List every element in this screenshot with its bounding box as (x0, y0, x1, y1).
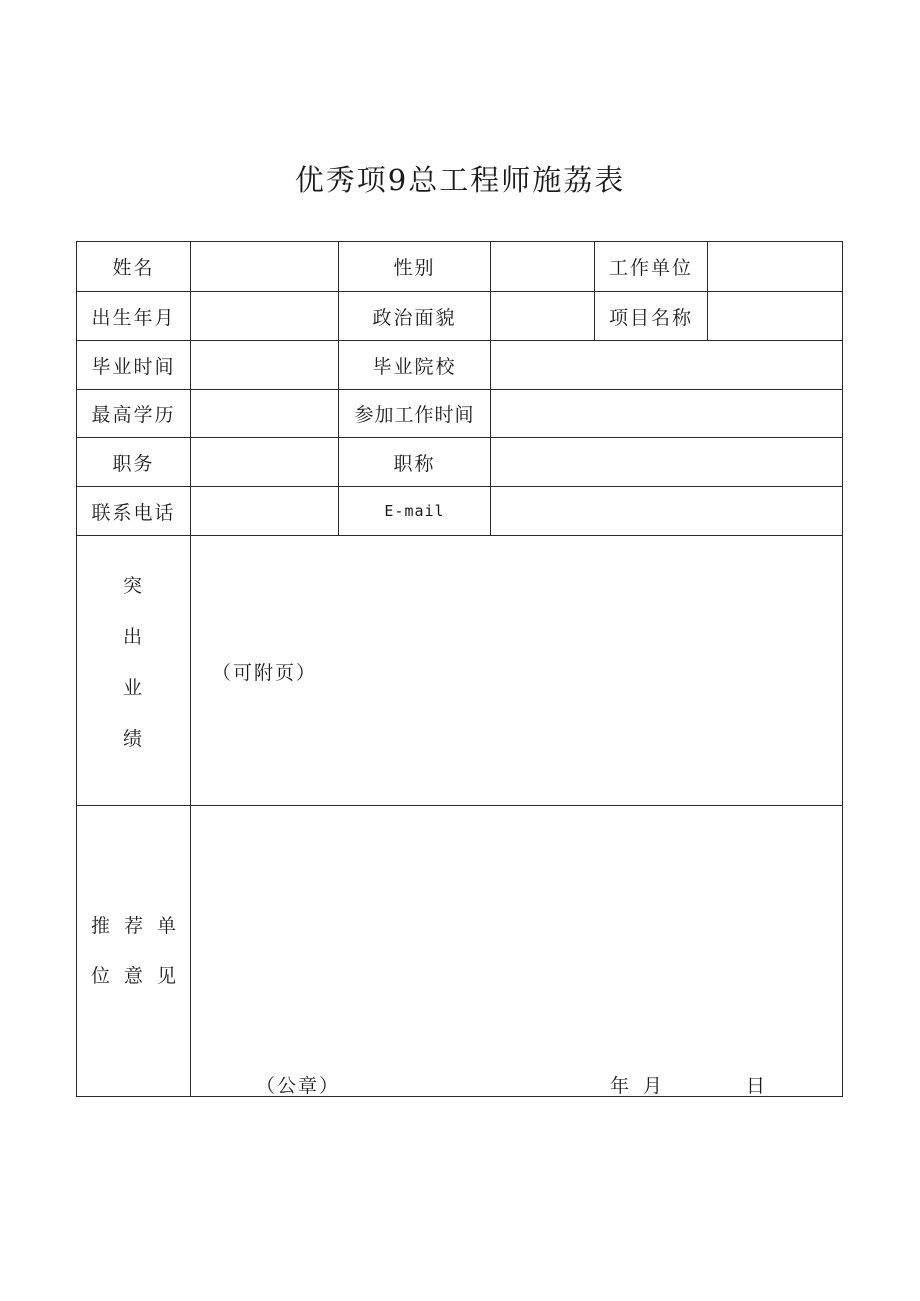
highest-education-field[interactable] (191, 390, 338, 437)
graduation-time-label: 毕业时间 (91, 355, 176, 378)
work-start-time-label: 参加工作时间 (354, 404, 475, 426)
birth-date-field[interactable] (191, 292, 338, 340)
position-field[interactable] (191, 438, 338, 486)
achievements-label-char: 突 (122, 575, 144, 597)
email-label: E-mail (384, 502, 445, 520)
professional-title-label: 职称 (393, 452, 436, 475)
political-status-label: 政治面貌 (372, 306, 457, 329)
official-seal-note: （公章） (256, 1075, 341, 1097)
gender-field[interactable] (491, 242, 594, 291)
professional-title-field[interactable] (491, 438, 842, 486)
form-title: 优秀项9总工程师施荔表 (294, 163, 626, 197)
opinion-label-line: 推荐单 (91, 915, 191, 937)
table-border-right (842, 241, 843, 1097)
graduation-time-field[interactable] (191, 341, 338, 389)
work-unit-field[interactable] (708, 242, 842, 291)
achievements-label-char: 出 (122, 626, 144, 648)
work-start-time-field[interactable] (491, 390, 842, 437)
achievements-label-char: 绩 (122, 728, 144, 750)
recommender-opinion-label (77, 806, 190, 1096)
phone-label: 联系电话 (91, 501, 176, 524)
birth-date-label: 出生年月 (91, 306, 176, 329)
name-label: 姓名 (112, 257, 155, 279)
achievements-label (77, 536, 190, 805)
date-year-label: 年 (610, 1075, 632, 1097)
table-border-bottom (76, 1096, 843, 1097)
email-field[interactable] (491, 487, 842, 535)
opinion-label-line: 位意见 (91, 965, 191, 987)
work-unit-label: 工作单位 (608, 257, 693, 279)
gender-label: 性别 (393, 257, 436, 279)
date-month-label: 月 (643, 1075, 665, 1097)
name-field[interactable] (191, 242, 338, 291)
position-label: 职务 (112, 452, 155, 475)
highest-education-label: 最高学历 (91, 404, 176, 426)
graduation-school-field[interactable] (491, 341, 842, 389)
recommender-opinion-field[interactable] (191, 806, 842, 1096)
project-name-field[interactable] (708, 292, 842, 340)
graduation-school-label: 毕业院校 (372, 355, 457, 378)
attach-page-note: （可附页） (212, 662, 318, 684)
achievements-label-char: 业 (122, 677, 144, 699)
phone-field[interactable] (191, 487, 338, 535)
political-status-field[interactable] (491, 292, 594, 340)
date-day-label: 日 (746, 1075, 768, 1097)
project-name-label: 项目名称 (608, 306, 693, 329)
